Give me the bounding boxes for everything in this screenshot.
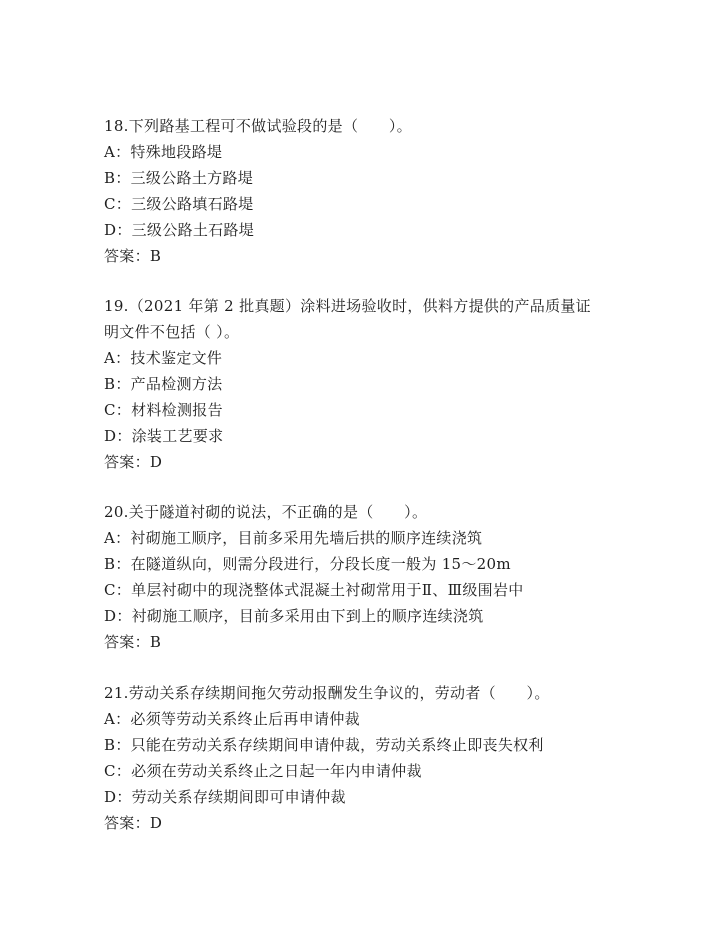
answer: 答案：B bbox=[104, 633, 162, 651]
question-stem: 20.关于隧道衬砌的说法，不正确的是（ ）。 bbox=[104, 503, 428, 521]
question-stem-line-1: 19.（2021 年第 2 批真题）涂料进场验收时，供料方提供的产品质量证 bbox=[104, 297, 591, 315]
answer: 答案：D bbox=[104, 453, 163, 471]
option-b: B：在隧道纵向，则需分段进行，分段长度一般为 15～20m bbox=[104, 555, 511, 573]
option-c: C：三级公路填石路堤 bbox=[104, 195, 254, 213]
option-d: D：三级公路土石路堤 bbox=[104, 221, 255, 239]
option-b: B：产品检测方法 bbox=[104, 375, 223, 393]
question-18 bbox=[104, 113, 624, 269]
answer: 答案：B bbox=[104, 247, 162, 265]
question-stem-line-2: 明文件不包括（ ）。 bbox=[104, 323, 240, 341]
question-21 bbox=[104, 680, 624, 836]
option-c: C：材料检测报告 bbox=[104, 401, 223, 419]
option-a: A：特殊地段路堤 bbox=[104, 143, 223, 161]
question-19 bbox=[104, 293, 624, 475]
option-c: C：单层衬砌中的现浇整体式混凝土衬砌常用于Ⅱ、Ⅲ级围岩中 bbox=[104, 581, 524, 599]
option-d: D：衬砌施工顺序，目前多采用由下到上的顺序连续浇筑 bbox=[104, 607, 484, 625]
option-d: D：涂装工艺要求 bbox=[104, 427, 224, 445]
option-a: A：必须等劳动关系终止后再申请仲裁 bbox=[104, 710, 360, 728]
question-stem: 18.下列路基工程可不做试验段的是（ ）。 bbox=[104, 117, 412, 135]
question-20 bbox=[104, 499, 624, 655]
question-stem: 21.劳动关系存续期间拖欠劳动报酬发生争议的，劳动者（ ）。 bbox=[104, 684, 550, 702]
option-b: B：只能在劳动关系存续期间申请仲裁，劳动关系终止即丧失权利 bbox=[104, 736, 544, 754]
answer: 答案：D bbox=[104, 814, 163, 832]
option-a: A：衬砌施工顺序，目前多采用先墙后拱的顺序连续浇筑 bbox=[104, 529, 483, 547]
option-a: A：技术鉴定文件 bbox=[104, 349, 223, 367]
option-b: B：三级公路土方路堤 bbox=[104, 169, 254, 187]
option-c: C：必须在劳动关系终止之日起一年内申请仲裁 bbox=[104, 762, 422, 780]
option-d: D：劳动关系存续期间即可申请仲裁 bbox=[104, 788, 346, 806]
